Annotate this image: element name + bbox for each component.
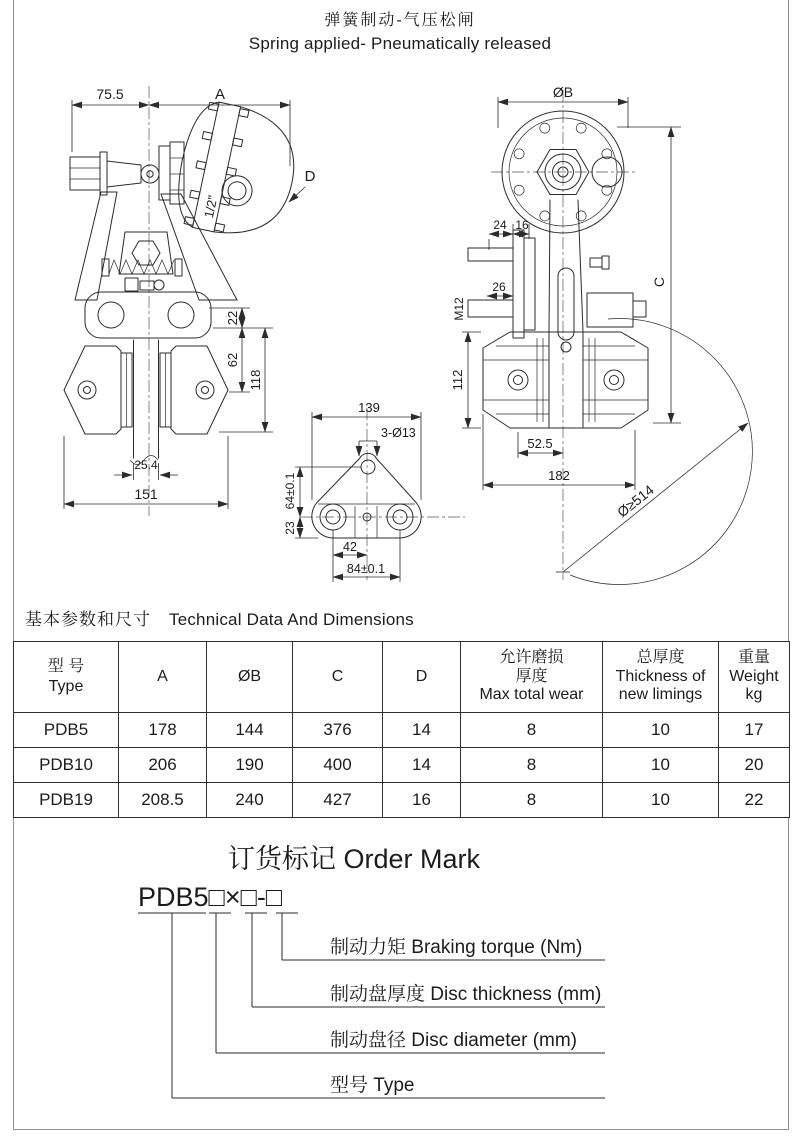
dim-52-5 [518, 432, 563, 458]
dim-151 [64, 436, 228, 509]
pneumatic-chamber [169, 97, 305, 245]
dim-label-26: 26 [492, 280, 506, 294]
doc-title-en: Spring applied- Pneumatically released [248, 34, 552, 53]
dim-75-5 [72, 86, 290, 166]
section-heading-zh: 基本参数和尺寸 [25, 610, 151, 629]
cell-weight: 20 [719, 748, 790, 783]
brake-lever-left [70, 142, 184, 204]
col-header-a: A [119, 642, 207, 713]
col-header-wear-en: Max total wear [479, 686, 584, 704]
cell-thickness: 10 [603, 748, 719, 783]
cell-wear: 8 [461, 783, 603, 818]
mounting-bracket-outline [312, 453, 421, 538]
disc-arc [556, 319, 752, 585]
dim-label-m12: M12 [452, 297, 466, 321]
side-caliper [483, 332, 648, 428]
dim-label-84: 84±0.1 [346, 562, 386, 576]
order-mark-label-torque: 制动力矩 Braking torque (Nm) [330, 937, 583, 958]
table-row-pdb10 [14, 748, 790, 783]
cell-wear: 8 [461, 748, 603, 783]
dim-label-25-4: 25.4 [134, 458, 158, 472]
col-header-type-zh: 型 号 [47, 657, 85, 675]
col-header-weight [719, 642, 790, 713]
cell-c: 427 [293, 783, 383, 818]
col-header-type-en: Type [48, 678, 84, 695]
cell-weight: 17 [719, 713, 790, 748]
dim-label-42: 42 [343, 540, 357, 554]
dim-label-52-5: 52.5 [527, 436, 553, 451]
dim-label-holes: 3-Ø13 [381, 426, 416, 440]
caliper-yoke [85, 292, 211, 338]
col-header-thickness-zh: 总厚度 [636, 648, 685, 666]
bracket-view [283, 400, 465, 582]
dim-label-23: 23 [283, 521, 297, 535]
dim-label-port: 1/2" [200, 194, 221, 220]
cell-type: PDB19 [14, 783, 119, 818]
bracket-hole-top [361, 460, 375, 474]
cell-ob: 240 [207, 783, 293, 818]
cell-ob: 190 [207, 748, 293, 783]
cell-a: 208.5 [119, 783, 207, 818]
side-view [450, 84, 752, 585]
doc-title [0, 7, 800, 54]
adjuster-boss [119, 232, 173, 274]
col-header-thickness-en2: new limings [618, 686, 703, 704]
order-mark-label-type: 型号 Type [330, 1075, 415, 1096]
col-header-thickness [603, 642, 719, 713]
section-heading-en: Technical Data And Dimensions [169, 610, 414, 629]
cell-c: 376 [293, 713, 383, 748]
table-header-row [14, 642, 790, 713]
col-header-thickness-en1: Thickness of [615, 667, 706, 685]
dim-64-23 [283, 467, 361, 538]
cell-thickness: 10 [603, 783, 719, 818]
cell-d: 14 [383, 748, 461, 783]
side-block [587, 293, 646, 327]
col-header-type [14, 642, 119, 713]
mounting-pins [452, 218, 535, 338]
col-header-weight-en: Weight [729, 667, 779, 685]
dim-label-ob: ØB [552, 84, 574, 100]
dim-label-24: 24 [493, 218, 507, 232]
dim-label-118: 118 [248, 369, 263, 391]
col-header-c: C [293, 642, 383, 713]
table-row-pdb5 [14, 713, 790, 748]
cell-wear: 8 [461, 713, 603, 748]
dim-label-16: 16 [515, 218, 529, 232]
cell-weight: 22 [719, 783, 790, 818]
table-row-pdb19 [14, 783, 790, 818]
col-header-wear-zh1: 允许磨损 [499, 648, 564, 666]
col-header-wear [461, 642, 603, 713]
col-header-weight-zh: 重量 [737, 648, 770, 666]
order-mark-code: PDB5□×□-□ [138, 882, 283, 912]
col-header-d: D [383, 642, 461, 713]
cell-a: 178 [119, 713, 207, 748]
col-header-ob: ØB [207, 642, 293, 713]
order-mark-title: 订货标记 Order Mark [227, 844, 481, 874]
dim-112 [450, 332, 481, 428]
order-mark-label-disc-diameter: 制动盘径 Disc diameter (mm) [330, 1030, 578, 1051]
cell-ob: 144 [207, 713, 293, 748]
cell-c: 400 [293, 748, 383, 783]
cell-d: 16 [383, 783, 461, 818]
dim-label-112: 112 [450, 369, 465, 391]
dim-label-disc: Ø≥514 [614, 481, 657, 521]
pivot-ball [141, 165, 159, 183]
dim-label-75-5: 75.5 [96, 86, 124, 102]
dim-25-4 [114, 458, 178, 480]
dim-label-64: 64±0.1 [283, 472, 297, 510]
cell-a: 206 [119, 748, 207, 783]
release-spring [102, 259, 182, 276]
order-mark-label-disc-thickness: 制动盘厚度 Disc thickness (mm) [330, 984, 602, 1005]
col-header-wear-zh2: 厚度 [515, 667, 548, 685]
dim-label-139: 139 [358, 400, 380, 415]
dim-c [617, 127, 681, 423]
caliper-assembly [64, 340, 228, 465]
order-mark-diagram [13, 830, 789, 1128]
dim-label-c: C [651, 276, 667, 288]
technical-drawings [13, 60, 789, 605]
doc-title-zh: 弹簧制动-气压松闸 [324, 12, 476, 29]
pin-upper [468, 248, 513, 261]
col-header-weight-unit: kg [745, 686, 763, 704]
dim-139 [312, 400, 421, 500]
cell-type: PDB10 [14, 748, 119, 783]
front-view [64, 86, 316, 516]
section-heading [25, 605, 414, 630]
cell-type: PDB5 [14, 713, 119, 748]
dim-label-62: 62 [225, 352, 240, 368]
spec-table [13, 641, 790, 818]
dim-label-a: A [214, 86, 226, 103]
dim-label-182: 182 [548, 468, 570, 483]
pin-m12 [468, 300, 513, 317]
dim-label-22: 22 [225, 310, 240, 326]
dim-label-d: D [304, 168, 316, 185]
callout-holes [359, 426, 416, 456]
adjuster-linkage [125, 278, 164, 291]
cell-d: 14 [383, 713, 461, 748]
cell-thickness: 10 [603, 713, 719, 748]
dim-label-151: 151 [134, 486, 158, 502]
air-port [219, 173, 255, 209]
